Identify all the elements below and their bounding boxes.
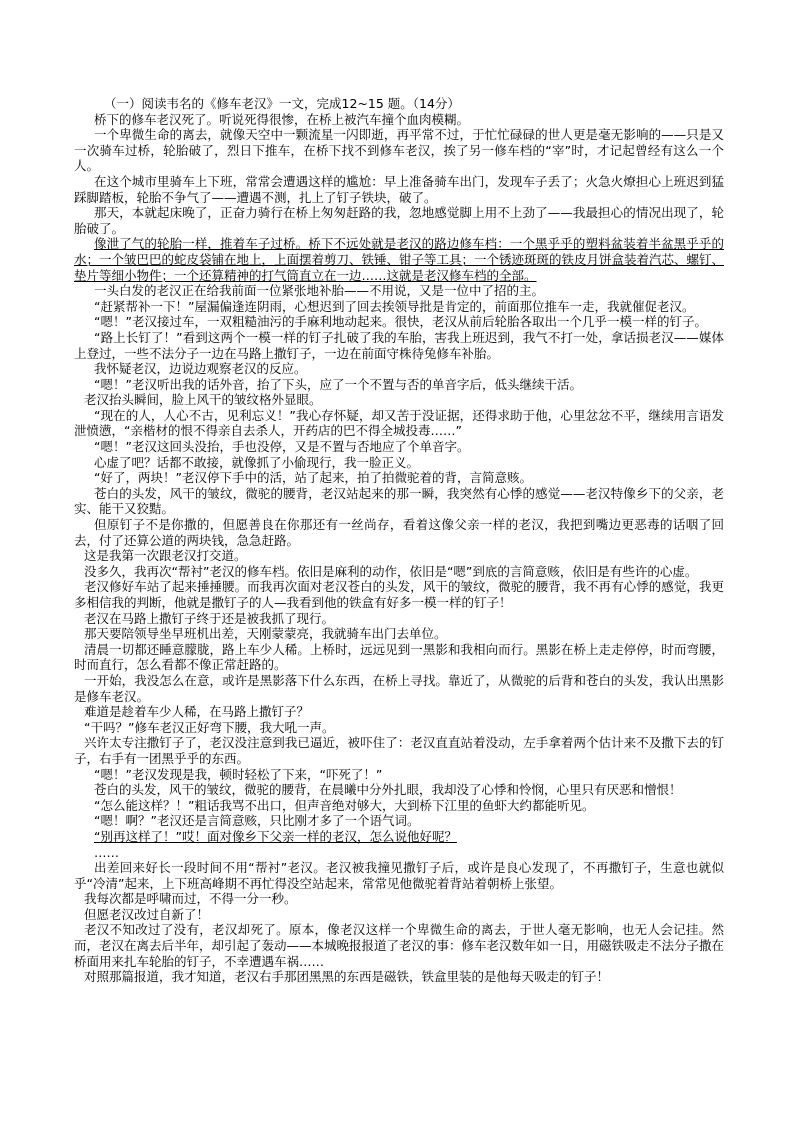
paragraph: 像泄了气的轮胎一样，推着车子过桥。桥下不远处就是老汉的路边修车档：一个黑乎乎的塑料盆装着半盆黑乎乎的水；一个皱巴巴的蛇皮袋铺在地上，上面摆着剪刀、铁锤、钳子等工具；一个锈迹斑斑的铁皮月饼盒装着汽芯、螺钉、垫片等细小物件；一个还算精神的打气筒直立在一边……这就是老汉修车档的全部。 bbox=[74, 236, 725, 283]
paragraph: “干吗？”修车老汉正好弯下腰，我大吼一声。 bbox=[84, 719, 335, 735]
paragraph: 老汉抬头瞬间，脸上风干的皱纹格外显眼。 bbox=[84, 392, 322, 408]
paragraph: 一头白发的老汉正在给我前面一位紧张地补胎——不用说，又是一位中了招的主。 bbox=[94, 283, 545, 299]
article-body bbox=[74, 112, 724, 985]
paragraph: 没多久，我再次“帮衬”老汉的修车档。依旧是麻利的动作，依旧是“嗯”到底的言简意赅，依旧是有些许的心虚。 bbox=[84, 563, 698, 579]
paragraph: 老汉修好车站了起来捶捶腰。而我再次面对老汉苍白的头发，风干的皱纹，微驼的腰背，我不再有心悸的感觉，我更多相信我的判断，他就是撒钉子的人—我看到他的铁盒有好多一模一样的钉子！ bbox=[74, 579, 724, 610]
paragraph: “赶紧帮补一下！”屋漏偏逢连阴雨，心想迟到了回去挨领导批是肯定的，前面那位推车一走，我就催促老汉。 bbox=[94, 298, 695, 314]
paragraph: “嗯！”老汉接过车，一双粗糙油污的手麻利地动起来。很快，老汉从前后轮胎各取出一个几乎一模一样的钉子。 bbox=[94, 314, 707, 330]
question-heading: （一）阅读韦名的《修车老汉》一文，完成12~15 题。（14分） bbox=[104, 96, 460, 111]
paragraph: 这是我第一次跟老汉打交道。 bbox=[84, 548, 247, 564]
paragraph: 桥下的修车老汉死了。听说死得很惨，在桥上被汽车撞个血肉模糊。 bbox=[94, 111, 470, 127]
paragraph: 一开始，我没怎么在意，或许是黑影落下什么东西，在桥上寻找。靠近了，从微驼的后背和苍白的头发，我认出黑影是修车老汉。 bbox=[74, 672, 724, 704]
article bbox=[74, 96, 724, 985]
paragraph: 苍白的头发，风干的皱纹，微驼的腰背，老汉站起来的那一瞬，我突然有心悸的感觉——老汉特像乡下的父亲，老实、能干又狡黠。 bbox=[74, 485, 724, 517]
paragraph: 但愿老汉改过自新了！ bbox=[84, 906, 210, 922]
paragraph: 清晨一切都还睡意朦胧，路上车少人稀。上桥时，远远见到一黑影和我相向而行。黑影在桥上走走停停，时而弯腰，时而直行，怎么看都不像正常赶路的。 bbox=[74, 641, 724, 673]
paragraph: 兴许太专注撒钉子了，老汉没注意到我已逼近，被吓住了：老汉直直站着没动，左手拿着两个估计来不及撒下去的钉子，右手有一团黑乎乎的东西。 bbox=[74, 735, 724, 766]
paragraph: “嗯！啊？”老汉还是言简意赅，只比刚才多了一个语气词。 bbox=[94, 813, 420, 829]
paragraph: 难道是趁着车少人稀，在马路上撒钉子？ bbox=[84, 704, 310, 720]
paragraph: “别再这样了！”哎！面对像乡下父亲一样的老汉，怎么说他好呢？ bbox=[94, 828, 457, 844]
paragraph: 在这个城市里骑车上下班，常常会遭遇这样的尴尬：早上准备骑车出门，发现车子丢了；火急火燎担心上班迟到猛踩脚踏板，轮胎不争气了——遭遇不测，扎上了钉子铁块，破了。 bbox=[74, 173, 724, 205]
paragraph: 我怀疑老汉，边说边观察老汉的反应。 bbox=[94, 361, 307, 377]
paragraph: 出差回来好长一段时间不用“帮衬”老汉。老汉被我撞见撒钉子后，或许是良心发现了，不再撒钉子，生意也就似乎“冷清”起来，上下班高峰期不再忙得没空站起来，常常见他微驼着背站着朝桥上张望。 bbox=[74, 860, 724, 891]
paragraph: “好了，两块！”老汉停下手中的活，站了起来，拍了拍微驼着的背，言简意赅。 bbox=[94, 470, 532, 486]
paragraph: 老汉不知改过了没有，老汉却死了。原本，像老汉这样一个卑微生命的离去，于世人毫无影响，也无人会记挂。然而，老汉在离去后半年，却引起了轰动——本城晚报报道了老汉的事：修车老汉数年如一日，用磁铁吸走不法分子撒在桥面用来扎车轮胎的钉子，不幸遭遇车祸…… bbox=[74, 922, 725, 969]
paragraph: 对照那篇报道，我才知道，老汉右手那团黑黑的东西是磁铁，铁盒里装的是他每天吸走的钉子！ bbox=[84, 969, 610, 985]
paragraph: “嗯！”老汉听出我的话外音，抬了下头，应了一个不置与否的单音字后，低头继续干活。 bbox=[94, 376, 582, 392]
paragraph: “现在的人，人心不古，见利忘义！”我心存怀疑，却又苦于没证据，还得求助于他，心里忿忿不平，继续用言语发泄愤懑，“亲楷材的恨不得亲自去杀人，开药店的巴不得全城投毒……” bbox=[74, 407, 724, 439]
paragraph: …… bbox=[94, 844, 119, 860]
paragraph: 一个卑微生命的离去，就像天空中一颗流星一闪即逝，再平常不过，于忙忙碌碌的世人更是毫无影响的——只是又一次骑车过桥，轮胎破了，烈日下推车，在桥下找不到修车老汉，挨了另一修车档的“宰”时，才记起曾经有这么一个人。 bbox=[74, 127, 724, 174]
paragraph: 那天，本就起床晚了，正奋力骑行在桥上匆匆赶路的我，忽地感觉脚上用不上劲了——我最担心的情况出现了，轮胎破了。 bbox=[74, 205, 724, 236]
paragraph: 但原钉子不是你撒的，但愿善良在你那还有一丝尚存，看着这像父亲一样的老汉，我把到嘴边更恶毒的话咽了回去，付了还算公道的两块钱，急急赶路。 bbox=[74, 517, 724, 548]
paragraph: 苍白的头发，风干的皱纹，微驼的腰背，在晨曦中分外扎眼，我却没了心悸和怜悯，心里只有厌恶和憎恨！ bbox=[94, 782, 682, 798]
paragraph: “怎么能这样？！”粗话我骂不出口，但声音绝对够大，大到桥下江里的鱼虾大约都能听见。 bbox=[94, 797, 595, 813]
paragraph: 心虚了吧？话都不敢接，就像抓了小偷现行，我一脸正义。 bbox=[94, 454, 420, 470]
paragraph: “嗯！”老汉发现是我，顿时轻松了下来，“吓死了！” bbox=[94, 766, 383, 782]
paragraph: “嗯！”老汉这回头没抬，手也没停，又是不置与否地应了个单音字。 bbox=[94, 439, 470, 455]
paragraph: “路上长钉了！”看到这两个一模一样的钉子扎破了我的车胎，害我上班迟到，我气不打一处，拿话损老汉——媒体上登过，一些不法分子一边在马路上撒钉子，一边在前面守株待兔修车补胎。 bbox=[74, 329, 724, 361]
paragraph: 老汉在马路上撒钉子终于还是被我抓了现行。 bbox=[84, 610, 335, 626]
paragraph: 那天要陪领导坐早班机出差，天刚蒙蒙亮，我就骑车出门去单位。 bbox=[84, 626, 447, 642]
paragraph: 我每次都是呼啸而过，不得一分一秒。 bbox=[84, 891, 297, 907]
